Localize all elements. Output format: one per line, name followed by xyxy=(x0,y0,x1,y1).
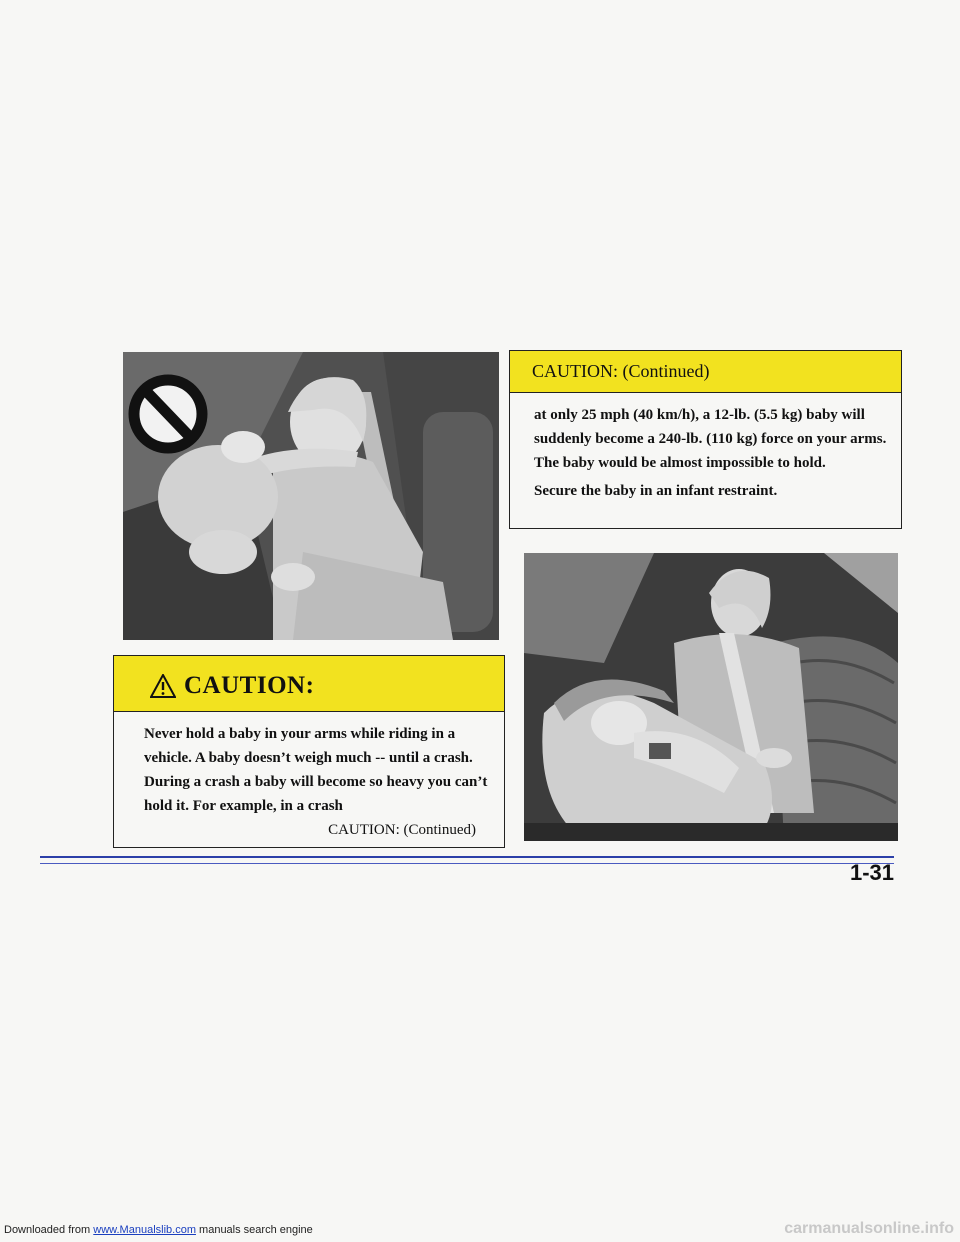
illustration-infant-restraint xyxy=(524,553,898,841)
footer-suffix: manuals search engine xyxy=(195,1224,313,1236)
caution-title: CAUTION: xyxy=(184,671,315,699)
watermark: carmanualsonline.info xyxy=(784,1220,954,1237)
caution-continued-body xyxy=(534,403,894,507)
caution-continued-header xyxy=(510,351,901,393)
caution-box-left xyxy=(113,655,505,848)
warning-triangle-icon xyxy=(150,674,176,698)
download-footer xyxy=(4,1224,313,1236)
illustration-holding-baby xyxy=(123,352,499,640)
prohibition-icon xyxy=(134,380,202,448)
footer-prefix: Downloaded from xyxy=(4,1224,94,1236)
caution-header xyxy=(114,656,504,712)
page-rule-top xyxy=(40,856,894,858)
manualslib-link[interactable]: www.Manualslib.com xyxy=(93,1224,196,1236)
page-rule-bottom xyxy=(40,863,894,864)
caution-box-right xyxy=(509,350,902,529)
page-number: 1-31 xyxy=(849,860,894,885)
caution-continued-label: CAUTION: (Continued) xyxy=(328,822,476,838)
caution-body-text: Never hold a baby in your arms while riding in a vehicle. A baby doesn’t weigh much -- until a crash. During a crash a baby will become so heavy you can’t hold it. For example, in a crash xyxy=(144,726,488,814)
caution-continued-title: CAUTION: (Continued) xyxy=(532,361,710,381)
caution-paragraph-2: Secure the baby in an infant restraint. xyxy=(534,483,778,499)
caution-paragraph-1: at only 25 mph (40 km/h), a 12-lb. (5.5 kg) baby will suddenly become a 240-lb. (110 kg) force on your arms. The baby would be almost impossible to hold. xyxy=(534,407,887,471)
